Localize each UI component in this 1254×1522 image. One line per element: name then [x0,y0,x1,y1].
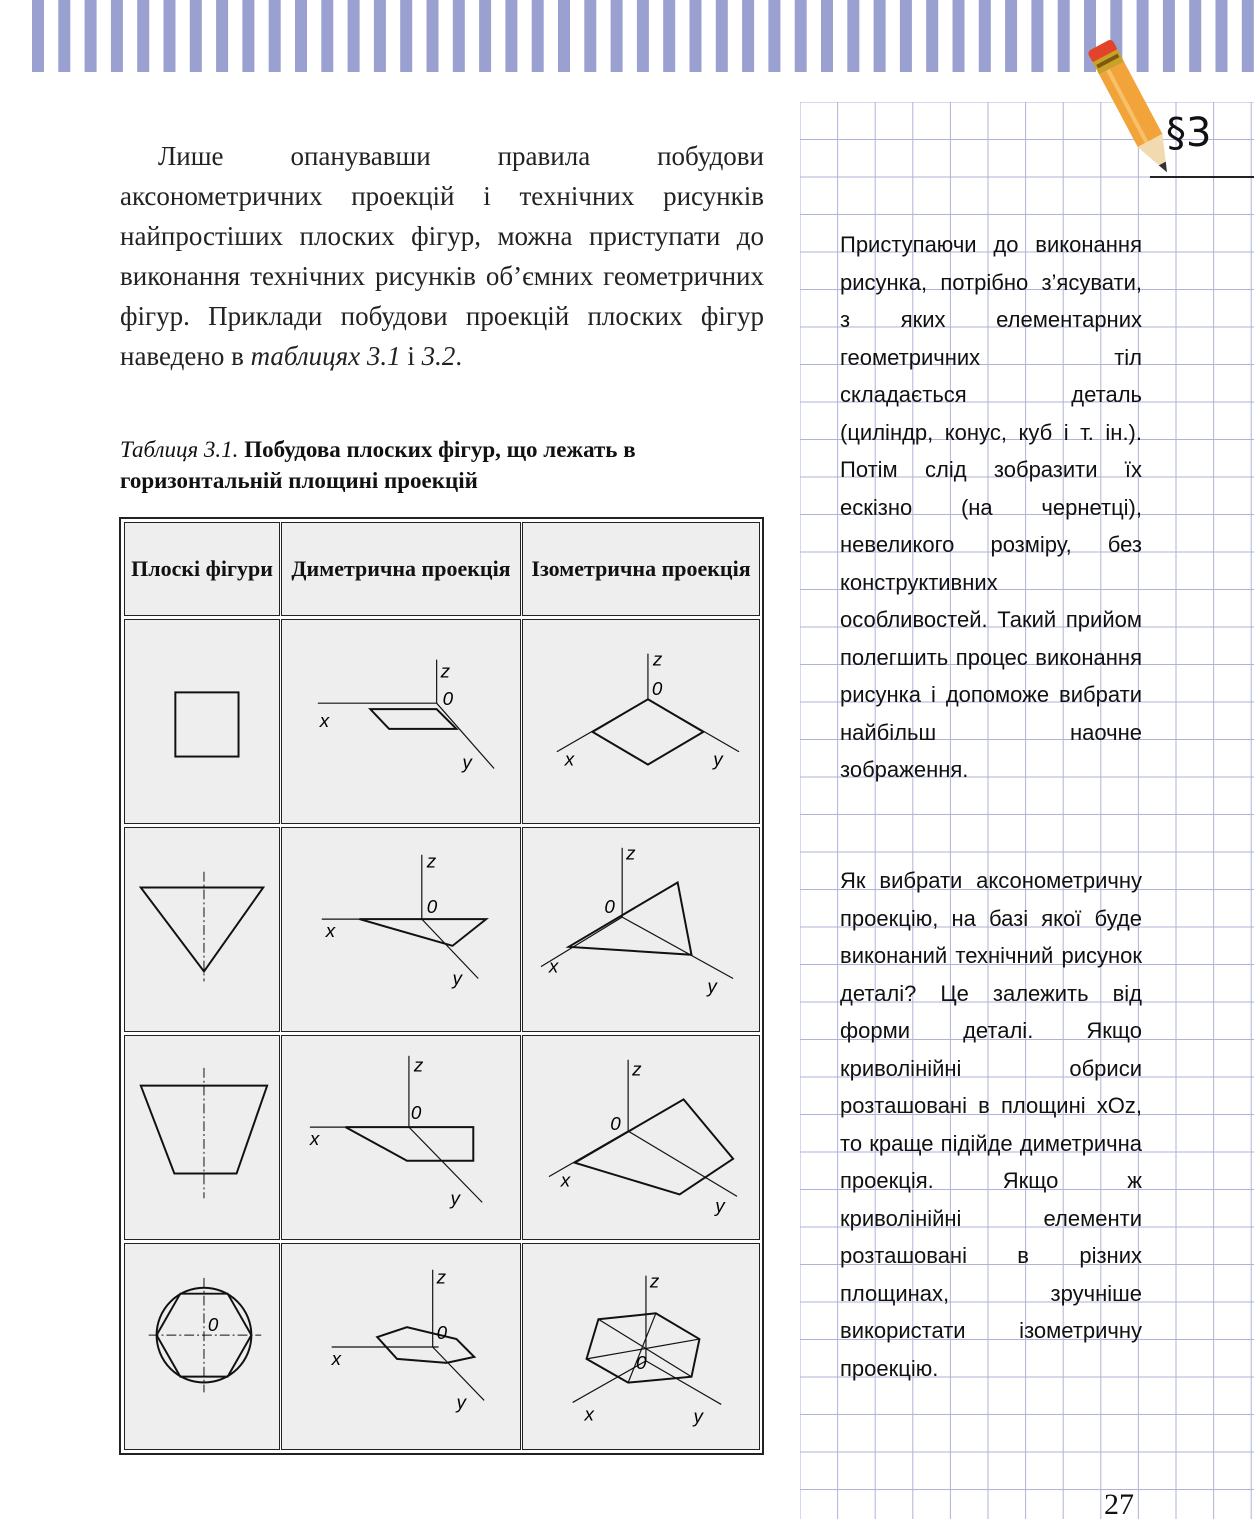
paragraph-text: Лише опанувавши правила побудови аксонометричних проекцій і технічних рисунків найпростіших плоских фігур, можна приступати до виконання технічних рисунків об’ємних геометричних фігур. Приклади побудови проекцій плоских фігур наведено в [120,141,764,371]
triangle-dimetric-drawing [282,828,520,1031]
side-note-2-text: Як вибрати аксонометричну проекцію, на базі якої буде виконаний технічний рисунок деталі? Це залежить від форми деталі. Якщо криволінійні обриси розташовані в площині xOz, то краще підійде диметрична проекція. Якщо ж криволінійні елементи розташовані в різних площинах, зручніше використати ізометричну проекцію. [840,868,1142,1381]
trapezoid-figure-cell [124,1035,280,1240]
trapezoid-isometric-cell [522,1035,760,1240]
table-reference-2: 3.2 [421,341,456,371]
stripe-bar [1242,0,1254,72]
axis-label-y: y [715,1195,725,1217]
stripe-bar [190,0,202,72]
stripe-bar [242,0,254,72]
axis-label-y: y [693,1405,703,1427]
table-header-flat-figures: Плоскі фігури [124,522,280,616]
stripe-bar [1031,0,1043,72]
stripe-bar [821,0,833,72]
stripe-bar [663,0,675,72]
circle-center-label: 0 [207,1314,219,1336]
stripe-bar [847,0,859,72]
stripe-bar [216,0,228,72]
stripe-bar [295,0,307,72]
paragraph-connector: і [400,341,422,371]
stripe-bar [716,0,728,72]
triangle-isometric-drawing [523,828,759,1031]
axis-label-origin: 0 [426,896,438,918]
square-figure-cell [124,619,280,824]
axis-label-y: y [707,975,717,997]
stripe-bar [1005,0,1017,72]
axis-label-y: y [456,1391,466,1413]
trapezoid-dimetric-drawing [282,1036,520,1239]
square-dimetric-cell [281,619,521,824]
triangle-figure-cell [124,827,280,1032]
stripe-bar [979,0,991,72]
axis-label-origin: 0 [610,1113,621,1135]
trapezoid-dimetric-cell [281,1035,521,1240]
trapezoid-icon [125,1036,279,1239]
axis-label-x: x [309,1127,320,1149]
stripe-bar [611,0,623,72]
top-stripe-border [0,0,1254,72]
axis-label-z: z [413,1054,424,1076]
triangle-icon [125,828,279,1031]
stripe-bar [558,0,570,72]
stripe-bar [479,0,491,72]
stripe-bar [85,0,97,72]
square-dimetric-drawing [282,620,520,823]
square-isometric-cell [522,619,760,824]
axis-label-z: z [652,648,663,670]
side-note-2 [840,862,1142,1387]
stripe-bar [953,0,965,72]
stripe-bar [874,0,886,72]
stripe-bar [111,0,123,72]
side-note-1-text: Приступаючи до виконання рисунка, потрібно з’ясувати, з яких елементарних геометричних тіл складається деталь (циліндр, конус, куб і т. ін.). Потім слід зобразити їх ескізно (на чернетці), невеликого розміру, без конструктивних особливостей. Такий прийом полегшить процес виконання рисунка і допоможе вибрати найбільш наочне зображення. [840,232,1142,782]
stripe-bar [453,0,465,72]
stripe-bar [321,0,333,72]
axis-label-x: x [564,748,575,770]
axis-label-y: y [462,751,472,773]
hexagon-isometric-cell [522,1243,760,1450]
axis-label-z: z [440,660,451,682]
stripe-bar [1216,0,1228,72]
paragraph-end: . [455,341,463,371]
stripe-bar [137,0,149,72]
main-paragraph [120,136,764,376]
axis-label-z: z [626,842,636,864]
stripe-bar [532,0,544,72]
stripe-bar [269,0,281,72]
hexagon-in-circle-icon [125,1244,279,1449]
trapezoid-isometric-drawing [523,1036,759,1239]
axis-label-origin: 0 [651,678,663,700]
square-icon [125,620,279,823]
axis-label-origin: 0 [442,688,454,710]
axis-label-z: z [436,1266,447,1288]
stripe-bar [926,0,938,72]
stripe-bar [584,0,596,72]
triangle-isometric-cell [522,827,760,1032]
stripe-bar [768,0,780,72]
axis-label-origin: 0 [436,1322,448,1344]
stripe-bar [1189,0,1201,72]
section-underline [1150,176,1254,178]
axis-label-x: x [319,709,330,731]
stripe-bar [690,0,702,72]
hexagon-figure-cell [124,1243,280,1450]
table-3-1 [119,517,764,1455]
table-reference-1: таблицях 3.1 [250,341,401,371]
side-note-1 [840,226,1142,789]
stripe-bar [637,0,649,72]
hexagon-dimetric-drawing [282,1244,520,1449]
stripe-bar [795,0,807,72]
stripe-bar [348,0,360,72]
table-caption-title: Побудова плоских фігур, що лежать в горизонтальній площині проекцій [120,437,636,493]
square-isometric-drawing [523,620,759,823]
axis-label-z: z [649,1270,660,1292]
stripe-bar [32,0,44,72]
stripe-bar [164,0,176,72]
triangle-dimetric-cell [281,827,521,1032]
axis-label-x: x [560,1169,571,1191]
axis-label-x: x [548,955,559,977]
axis-label-x: x [584,1403,594,1425]
section-marker: §3 [1166,110,1212,156]
axis-label-z: z [426,850,437,872]
axis-label-origin: 0 [410,1102,422,1124]
table-caption-label: Таблиця 3.1. [120,437,239,462]
axis-label-z: z [632,1058,642,1080]
axis-label-x: x [331,1347,342,1369]
table-header-isometric: Ізометрична проекція [522,522,760,616]
axis-label-y: y [713,748,723,770]
axis-label-origin: 0 [636,1351,647,1373]
stripe-bar [742,0,754,72]
hexagon-isometric-drawing [523,1244,759,1449]
hexagon-dimetric-cell [281,1243,521,1450]
table-caption [120,434,760,496]
stripe-bar [427,0,439,72]
stripe-bar [505,0,517,72]
stripe-bar [400,0,412,72]
stripe-bar [1058,0,1070,72]
stripe-bar [58,0,70,72]
axis-label-y: y [452,967,462,989]
page-number: 27 [1104,1488,1134,1521]
stripe-bar [374,0,386,72]
axis-label-origin: 0 [604,896,615,918]
axis-label-y: y [450,1187,460,1209]
stripe-bar [900,0,912,72]
axis-label-x: x [325,919,336,941]
table-header-dimetric: Диметрична проекція [281,522,521,616]
